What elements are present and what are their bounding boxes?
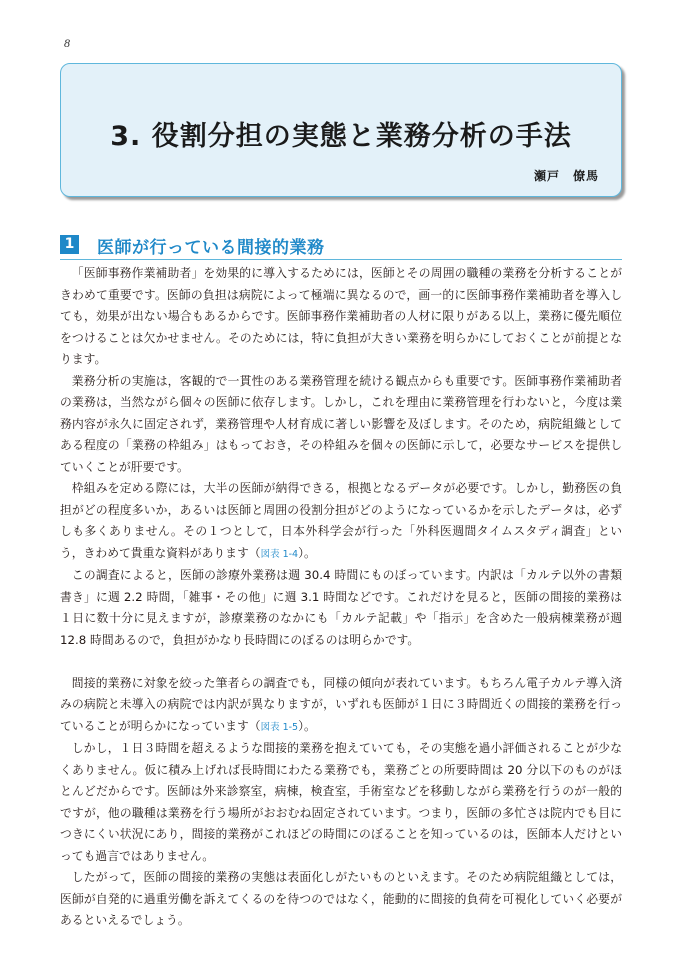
paragraph: しかし，１日３時間を超えるような間接的業務を抱えていても，その実態を過小評価されることが少なくありません。仮に積み上げれば長時間にわたる業務でも，業務ごとの所要時間は 20 分以下のものがほとんどだからです。医師は外来診察室，病棟，検査室，手術室などを移動しながら業務を行うのが一般的ですが，他の職種は業務を行う場所がおおむね固定されています。つまり，医師の多忙さは院内でも目につきにくい状況にあり，間接的業務がこれほどの時間にのぼることを知っているのは，医師本人だけといっても過言ではありません。 <box>60 741 622 863</box>
section-heading <box>60 233 622 260</box>
paragraph: 「医師事務作業補助者」を効果的に導入するためには，医師とその周囲の職種の業務を分析することがきわめて重要です。医師の負担は病院によって極端に異なるので，画一的に医師事務作業補助者を導入しても，効果が出ない場合もあるからです。医師事務作業補助者の人材に限りがある以上，業務に優先順位をつけることは欠かせません。そのためには，特に負担が大きい業務を明らかにしておくことが前提となります。 <box>60 266 622 366</box>
paragraph: 枠組みを定める際には，大半の医師が納得できる，根拠となるデータが必要です。しかし，勤務医の負担がどの程度多いか，あるいは医師と周囲の役割分担がどのようになっているかを示したデータは，必ずしも多くありません。その１つとして，日本外科学会が行った「外科医週間タイムスタディ調査」という，きわめて貴重な資料があります（図表 1-4）。 <box>60 481 622 560</box>
section-title: 医師が行っている間接的業務 <box>97 238 325 258</box>
chapter-title-box <box>60 63 622 197</box>
paragraph: 業務分析の実施は，客観的で一貫性のある業務管理を続ける観点からも重要です。医師事務作業補助者の業務は，当然ながら個々の医師に依存します。しかし，これを理由に業務管理を行わないと，今度は業務内容が永久に固定されず，業務管理や人材育成に著しい影響を及ぼします。そのため，病院組織としてある程度の「業務の枠組み」はもっておき，その枠組みを個々の医師に示して，必要なサービスを提供していくことが肝要です。 <box>60 373 622 474</box>
paragraph: したがって，医師の間接的業務の実態は表面化しがたいものといえます。そのため病院組織としては，医師が自発的に過重労働を訴えてくるのを待つのではなく，能動的に間接的負荷を可視化していく必要があるといえるでしょう。 <box>60 870 622 927</box>
figure-reference[interactable]: 図表 1-5 <box>260 721 299 733</box>
author-name: 瀬戸 僚馬 <box>533 169 599 183</box>
figure-reference[interactable]: 図表 1-4 <box>260 548 299 560</box>
paragraph: この調査によると，医師の診療外業務は週 30.4 時間にものぼっています。内訳は「カルテ以外の書類書き」に週 2.2 時間，「雑事・その他」に週 3.1 時間などです。これだけを見ると，医師の間接的業務は１日に数十分に見えますが，診療業務のなかにも「カルテ記載」や「指示」を含めた一般病棟業務が週 12.8 時間あるので，負担がかなり長時間にのぼるのは明らかです。 <box>60 568 622 647</box>
body-text <box>60 263 622 932</box>
paragraph: 間接的業務に対象を絞った筆者らの調査でも，同様の傾向が表れています。もちろん電子カルテ導入済みの病院と未導入の病院では内訳が異なりますが，いずれも医師が１日に３時間近くの間接的業務を行っていることが明らかになっています（図表 1-5）。 <box>60 675 622 733</box>
page-number: 8 <box>64 36 70 50</box>
chapter-title: 3. 役割分担の実態と業務分析の手法 <box>110 121 572 152</box>
section-number-badge: 1 <box>60 235 79 254</box>
